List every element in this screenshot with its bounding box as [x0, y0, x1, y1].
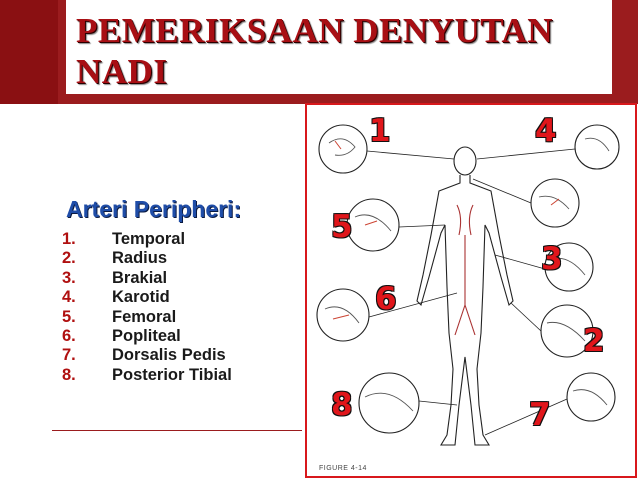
- list-label: Temporal: [112, 230, 186, 248]
- divider: [52, 430, 302, 431]
- callout-number: 2: [583, 323, 605, 359]
- figure-caption: FIGURE 4-14: [319, 465, 367, 472]
- callout-number: 8: [331, 387, 353, 423]
- callout-number: 3: [541, 241, 563, 277]
- callout-number: 4: [535, 113, 557, 149]
- subheading: Arteri Peripheri:: [66, 196, 242, 222]
- title-band-strip: [0, 0, 58, 104]
- list-label: Karotid: [112, 288, 170, 307]
- pulse-sites-figure: [305, 103, 637, 478]
- list-number: 6.: [62, 326, 76, 345]
- list-number: 5.: [62, 307, 76, 326]
- title-box: [66, 0, 612, 94]
- list-number: 4.: [62, 288, 76, 307]
- list-item: [62, 346, 232, 365]
- list-label: Posterior Tibial: [112, 365, 232, 384]
- pulse-marks: [333, 141, 559, 319]
- callout-number: 5: [331, 209, 353, 245]
- list-item: [62, 249, 232, 268]
- list-item: [62, 269, 232, 288]
- list-label: Popliteal: [112, 326, 181, 345]
- list-item: [62, 308, 232, 327]
- list-item: [62, 230, 232, 249]
- list-label: Femoral: [112, 307, 177, 326]
- list-number: 1.: [62, 230, 76, 248]
- list-number: 2.: [62, 249, 76, 268]
- site-circles: [317, 125, 619, 433]
- list-label: Radius: [112, 249, 168, 268]
- list-label: Brakial: [112, 268, 168, 287]
- body-outline: [417, 147, 513, 445]
- list-label: Dorsalis Pedis: [112, 346, 226, 365]
- list-item: [62, 288, 232, 307]
- list-item: [62, 327, 232, 346]
- callout-number: 6: [375, 281, 397, 317]
- list-number: 7.: [62, 346, 76, 365]
- callout-lines: [367, 149, 575, 435]
- artery-list: [62, 230, 232, 385]
- callout-number: 1: [369, 113, 391, 149]
- page-title: PEMERIKSAAN DENYUTAN NADI: [76, 11, 554, 91]
- pulse-sites-illustration: [307, 105, 635, 476]
- list-number: 8.: [62, 365, 76, 384]
- callout-number: 7: [529, 397, 551, 433]
- list-item: [62, 366, 232, 385]
- list-number: 3.: [62, 268, 76, 287]
